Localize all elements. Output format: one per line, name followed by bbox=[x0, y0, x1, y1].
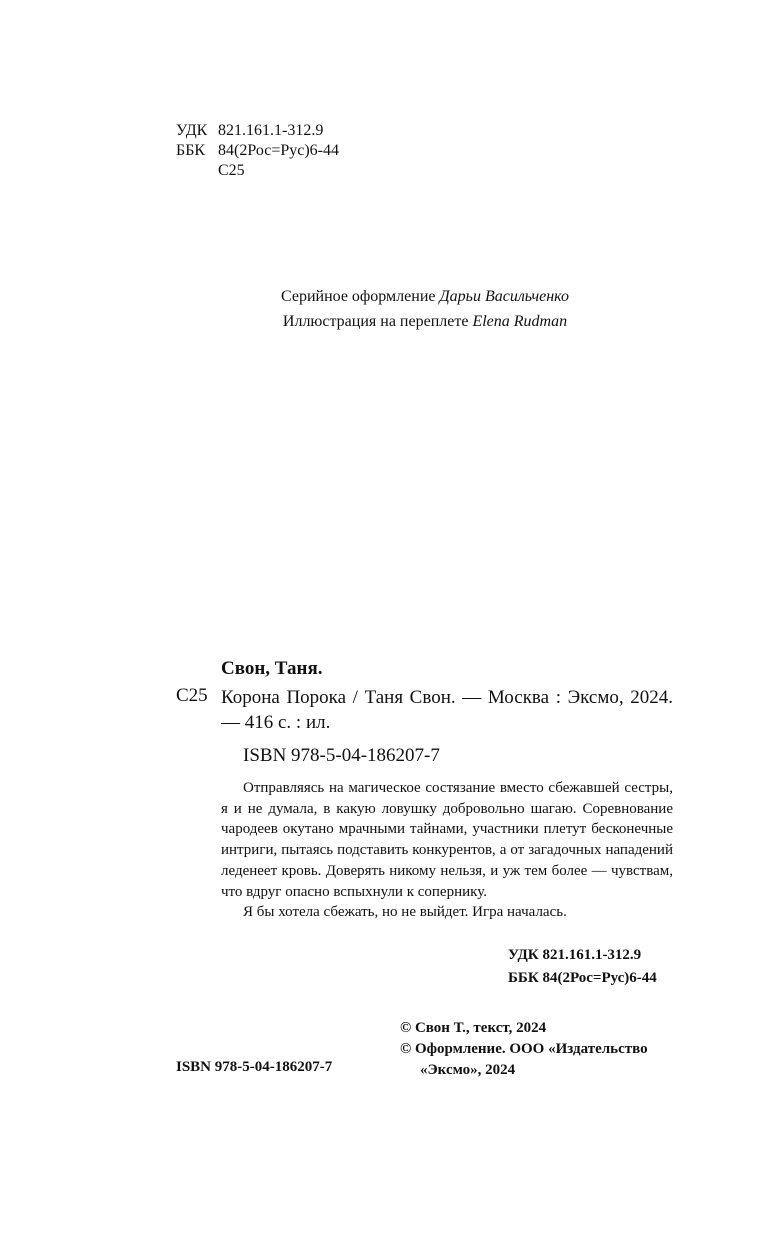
series-design-name: Дарьи Васильченко bbox=[439, 288, 570, 305]
classification-codes bbox=[176, 121, 339, 181]
series-design-label: Серийное оформление bbox=[280, 288, 436, 305]
bbk-row bbox=[176, 141, 339, 161]
cover-illustration-name: Elena Rudman bbox=[472, 313, 568, 330]
copyright-block bbox=[400, 1018, 690, 1081]
bibliographic-description: Корона Порока / Таня Свон. — Москва : Эксмо, 2024. — 416 с. : ил. bbox=[221, 687, 673, 733]
udk-row bbox=[176, 121, 339, 141]
abstract bbox=[221, 778, 673, 923]
series-design-line bbox=[0, 284, 768, 309]
isbn-footer: ISBN 978-5-04-186207-7 bbox=[176, 1059, 333, 1075]
cover-illustration-line bbox=[0, 309, 768, 334]
bbk-label: ББК bbox=[176, 142, 206, 159]
copyright-text: © Свон Т., текст, 2024 bbox=[400, 1020, 547, 1036]
cover-illustration-label: Иллюстрация на переплете bbox=[282, 313, 469, 330]
udk-value: 821.161.1-312.9 bbox=[218, 122, 324, 139]
isbn-main: ISBN 978-5-04-186207-7 bbox=[243, 745, 440, 766]
bbk-value: 84(2Рос=Рус)6-44 bbox=[218, 142, 340, 159]
udk-label: УДК bbox=[176, 122, 208, 139]
credits-block bbox=[0, 284, 768, 334]
abstract-paragraph-2: Я бы хотела сбежать, но не выйдет. Игра началась. bbox=[243, 904, 567, 921]
footer-udk: УДК 821.161.1-312.9 bbox=[508, 947, 642, 963]
abstract-paragraph-1: Отправляясь на магическое состязание вместо сбежавшей сестры, я и не думала, в какую ловушку добровольно шагаю. Соревнование чародеев окутано мрачными тайнами, участники плетут бесконечные интриги, пытаясь подставить конкурентов, а от загадочных нападений леденеет кровь. Доверять никому нельзя, и уж тем более — чувствам, что вдруг опасно вспыхнули к сопернику. bbox=[221, 780, 673, 900]
call-number: С25 bbox=[176, 685, 208, 706]
author-mark: С25 bbox=[218, 162, 245, 179]
author-heading: Свон, Таня. bbox=[221, 658, 323, 679]
footer-bbk: ББК 84(2Рос=Рус)6-44 bbox=[508, 970, 657, 986]
footer-codes bbox=[508, 944, 657, 990]
copyright-design-2: «Эксмо», 2024 bbox=[420, 1062, 516, 1078]
copyright-design-1: © Оформление. ООО «Издательство bbox=[400, 1041, 648, 1057]
